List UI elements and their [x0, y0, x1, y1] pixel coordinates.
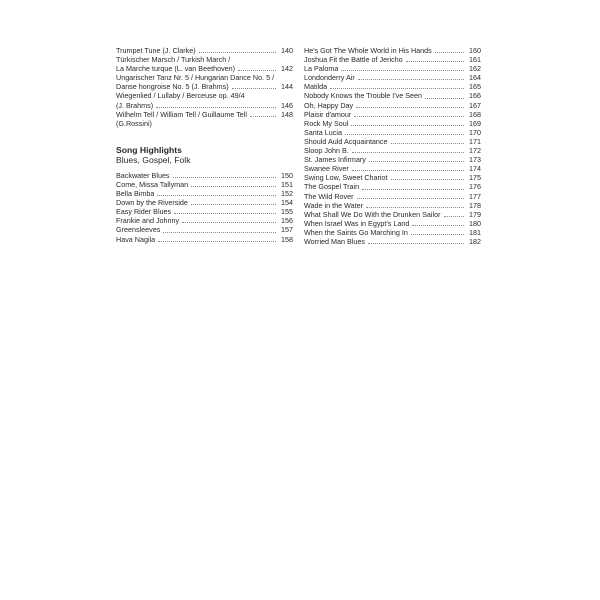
dot-leader	[391, 179, 465, 180]
entry-page: 182	[469, 236, 481, 246]
toc-entry	[116, 55, 293, 73]
dot-leader	[199, 52, 276, 53]
toc-entry	[304, 164, 481, 173]
entry-page: 142	[281, 64, 293, 74]
entry-title: Worried Man Blues	[304, 236, 365, 246]
toc-entry	[116, 46, 293, 55]
toc-entry	[304, 192, 481, 201]
dot-leader	[362, 189, 464, 190]
entry-title: Trumpet Tune (J. Clarke)	[116, 46, 196, 55]
entry-title: Nobody Knows the Trouble I've Seen	[304, 91, 423, 101]
dot-leader	[341, 70, 464, 71]
entry-title: St. James Infirmary	[304, 155, 366, 165]
toc-entry	[304, 64, 481, 73]
dot-leader	[358, 79, 464, 80]
entry-title: He's Got The Whole World in His Hands	[304, 46, 432, 55]
toc-entry	[116, 73, 293, 91]
entry-title: Londonderry Air	[304, 73, 355, 83]
entry-title: Come, Missa Tallyman	[116, 179, 189, 189]
dot-leader	[191, 186, 276, 187]
toc-entry	[116, 207, 293, 216]
entry-title: La Paloma	[304, 64, 339, 74]
dot-leader	[356, 107, 464, 108]
toc-left-column	[116, 46, 293, 244]
entry-page: 160	[469, 46, 481, 55]
dot-leader	[157, 195, 276, 196]
entry-page: 146	[281, 100, 293, 110]
entry-page: 165	[469, 82, 481, 92]
toc-entry	[116, 198, 293, 207]
toc-entry	[116, 180, 293, 189]
entry-page: 169	[469, 118, 481, 128]
entry-page: 155	[281, 207, 293, 217]
entry-page: 168	[469, 109, 481, 119]
toc-entry	[116, 225, 293, 234]
entry-title: Sloop John B.	[304, 146, 349, 156]
dot-leader	[156, 107, 276, 108]
toc-entry	[116, 110, 293, 128]
entry-page: 171	[469, 136, 481, 146]
dot-leader	[368, 243, 464, 244]
entry-page: 150	[281, 170, 293, 180]
dot-leader	[345, 134, 464, 135]
dot-leader	[163, 232, 276, 233]
entry-title-line1: Ungarischer Tanz Nr. 5 / Hungarian Dance No. 5 /	[116, 73, 275, 83]
entry-title: La Marche turque (L. van Beethoven)	[116, 64, 236, 74]
entry-page: 148	[281, 109, 293, 119]
dot-leader	[406, 61, 464, 62]
entry-page: 178	[469, 200, 481, 210]
dot-leader	[435, 52, 464, 53]
toc-entry	[116, 171, 293, 180]
entry-page: 144	[281, 82, 293, 92]
entry-title: Swing Low, Sweet Chariot	[304, 173, 388, 183]
entry-title-line1: Türkischer Marsch / Turkish March /	[116, 55, 231, 65]
dot-leader	[232, 88, 276, 89]
section-heading: Song Highlights	[116, 144, 182, 155]
entry-page: 157	[281, 225, 293, 235]
entry-title: Down by the Riverside	[116, 198, 188, 208]
toc-list-bottom	[116, 171, 293, 244]
toc-entry	[304, 173, 481, 182]
dot-leader	[352, 170, 464, 171]
dot-leader	[351, 125, 464, 126]
toc-entry	[304, 228, 481, 237]
entry-page: 156	[281, 216, 293, 226]
toc-entry	[116, 216, 293, 225]
entry-page: 181	[469, 227, 481, 237]
entry-title: Bella Bimba	[116, 189, 155, 199]
entry-page: 174	[469, 164, 481, 174]
dot-leader	[250, 116, 276, 117]
entry-title: Santa Lucia	[304, 127, 342, 137]
entry-title: Should Auld Acquaintance	[304, 136, 388, 146]
entry-page: 172	[469, 146, 481, 156]
dot-leader	[411, 234, 464, 235]
toc-entry	[304, 55, 481, 64]
dot-leader	[173, 177, 276, 178]
toc-entry	[304, 201, 481, 210]
entry-title: Swanee River	[304, 164, 349, 174]
toc-entry	[304, 146, 481, 155]
entry-title: Matilda	[304, 82, 328, 92]
entry-title: Hava Nagila	[116, 234, 156, 244]
dot-leader	[238, 70, 276, 71]
toc-entry	[304, 119, 481, 128]
toc-entry	[116, 189, 293, 198]
entry-page: 161	[469, 55, 481, 65]
entry-page: 173	[469, 155, 481, 165]
entry-title: Easy Rider Blues	[116, 207, 172, 217]
entry-title: Rock My Soul	[304, 118, 349, 128]
entry-page: 166	[469, 91, 481, 101]
entry-title-line1: Wiegenlied / Lullaby / Berceuse op. 49/4	[116, 91, 245, 101]
dot-leader	[357, 198, 464, 199]
entry-title: Oh, Happy Day	[304, 100, 354, 110]
entry-page: 179	[469, 209, 481, 219]
dot-leader	[330, 88, 464, 89]
toc-entry	[116, 91, 293, 109]
dot-leader	[354, 116, 464, 117]
section-subheading: Blues, Gospel, Folk	[116, 154, 191, 165]
dot-leader	[174, 213, 276, 214]
toc-right-column	[304, 46, 481, 246]
dot-leader	[369, 161, 464, 162]
entry-title: The Gospel Train	[304, 182, 360, 192]
entry-title: Danse hongroise No. 5 (J. Brahms)	[116, 82, 229, 92]
dot-leader	[391, 143, 464, 144]
toc-entry	[304, 46, 481, 55]
entry-title: Frankie and Johnny	[116, 216, 180, 226]
entry-title: Plaisir d'amour	[304, 109, 352, 119]
toc-list-right	[304, 46, 481, 246]
dot-leader	[425, 98, 464, 99]
entry-page: 154	[281, 198, 293, 208]
entry-page: 152	[281, 189, 293, 199]
entry-title-line2: (G.Rossini)	[116, 118, 152, 128]
entry-page: 158	[281, 234, 293, 244]
entry-title: (J. Brahms)	[116, 100, 154, 110]
toc-entry	[116, 235, 293, 244]
entry-title: When the Saints Go Marching In	[304, 227, 408, 237]
entry-title: The Wild Rover	[304, 191, 354, 201]
toc-entry	[304, 110, 481, 119]
toc-entry	[304, 219, 481, 228]
entry-page: 151	[281, 179, 293, 189]
entry-page: 167	[469, 100, 481, 110]
entry-title: What Shall We Do With the Drunken Sailor	[304, 209, 441, 219]
toc-entry	[304, 73, 481, 82]
entry-title: Joshua Fit the Battle of Jericho	[304, 55, 403, 65]
entry-title: When Israel Was in Egypt's Land	[304, 218, 410, 228]
dot-leader	[412, 225, 464, 226]
dot-leader	[158, 241, 276, 242]
entry-title: Greensleeves	[116, 225, 161, 235]
toc-entry	[304, 155, 481, 164]
toc-entry	[304, 182, 481, 191]
toc-entry	[304, 91, 481, 100]
toc-entry	[304, 237, 481, 246]
dot-leader	[182, 222, 276, 223]
entry-title: Wilhelm Tell / William Tell / Guillaume Tell	[116, 109, 248, 119]
toc-entry	[304, 137, 481, 146]
entry-page: 162	[469, 64, 481, 74]
dot-leader	[444, 216, 465, 217]
toc-entry	[304, 128, 481, 137]
entry-page: 164	[469, 73, 481, 83]
entry-page: 175	[469, 173, 481, 183]
entry-page: 140	[281, 46, 293, 55]
toc-entry	[304, 82, 481, 91]
dot-leader	[352, 152, 464, 153]
entry-page: 177	[469, 191, 481, 201]
dot-leader	[191, 204, 276, 205]
toc-entry	[304, 101, 481, 110]
entry-title: Wade in the Water	[304, 200, 363, 210]
entry-page: 176	[469, 182, 481, 192]
toc-list-top	[116, 46, 293, 128]
entry-title: Backwater Blues	[116, 170, 170, 180]
entry-page: 170	[469, 127, 481, 137]
entry-page: 180	[469, 218, 481, 228]
dot-leader	[366, 207, 464, 208]
toc-entry	[304, 210, 481, 219]
